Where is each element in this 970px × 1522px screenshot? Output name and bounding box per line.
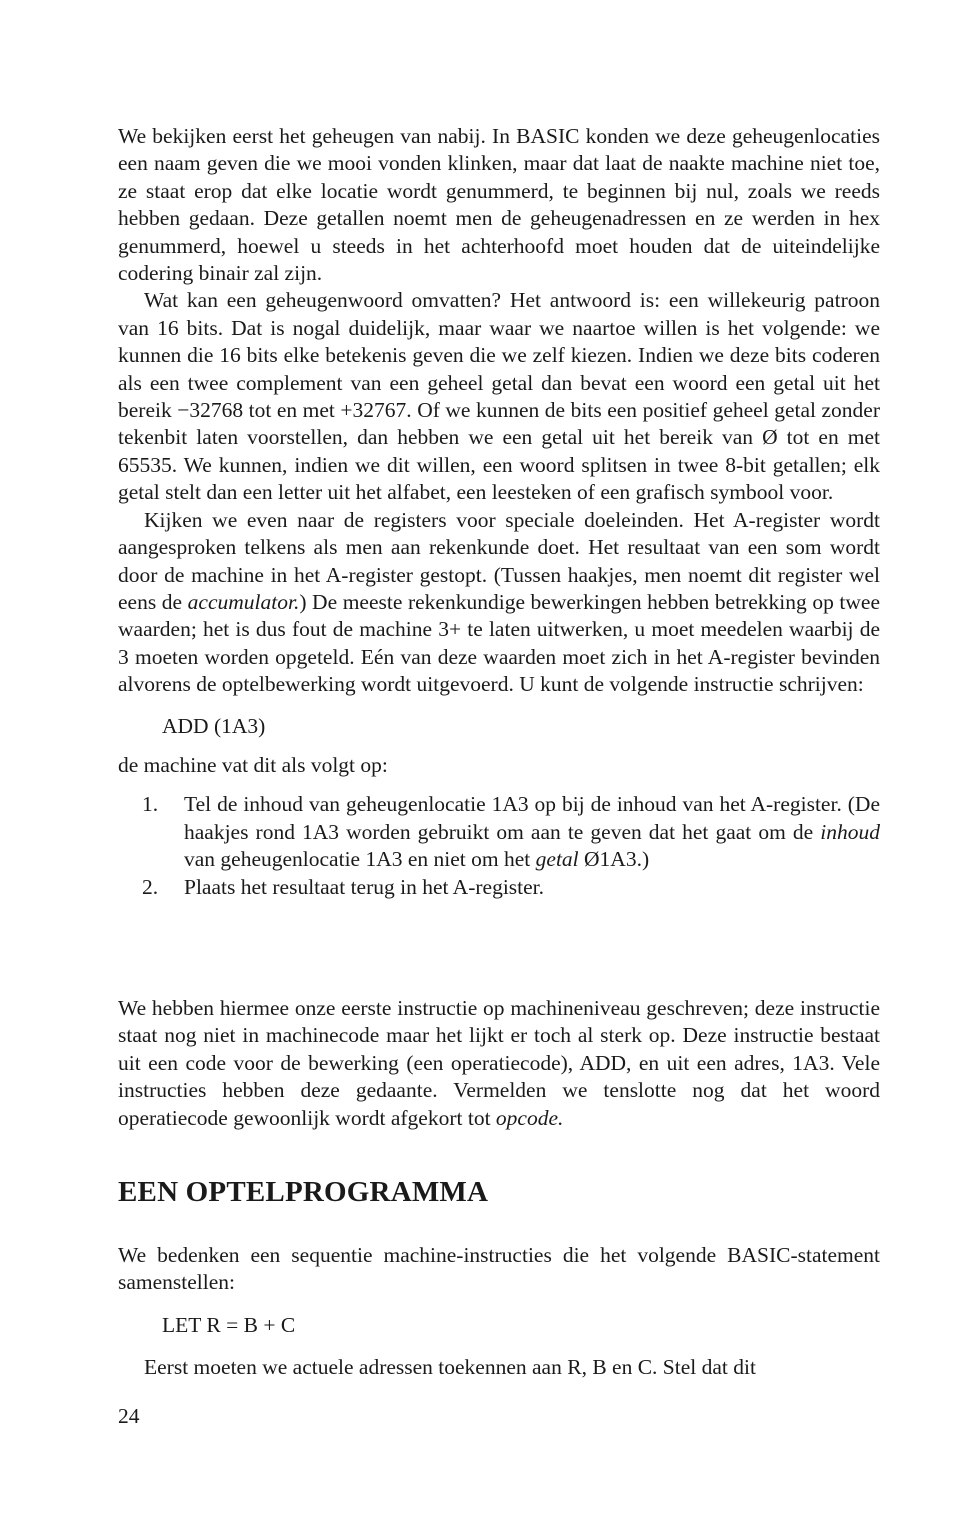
- paragraph-first-instruction-text: We hebben hiermee onze eerste instructie op machineniveau geschreven; deze instructie staat nog niet in machinecode maar het lijkt er toch al sterk op. Deze instructie bestaat uit een code voor de bewerking (een operatiecode), ADD, en uit een adres, 1A3. Vele instructies hebben deze gedaante. Vermelden we tenslotte nog dat het woord operatiecode gewoonlijk wordt afgekort tot: [118, 996, 880, 1130]
- paragraph-first-instruction: [118, 995, 880, 1132]
- paragraph-addresses: Eerst moeten we actuele adressen toekennen aan R, B en C. Stel dat dit: [144, 1355, 756, 1380]
- paragraph-registers-text-b: ) De meeste rekenkundige bewerkingen hebben betrekking op twee waarden; het is dus fout de machine 3+ te laten uitwerken, u moet meedelen waarbij de 3 moeten worden opgeteld. Eén van deze waarden moet zich in het A-register bevinden alvorens de optelbewerking wordt uitgevoerd. U kunt de volgende instructie schrijven:: [118, 589, 880, 697]
- paragraph-registers: [118, 507, 880, 699]
- paragraph-registers-text-a: Kijken we even naar de registers voor speciale doeleinden. Het A-register wordt aangesproken telkens als men aan rekenkunde doet. Het resultaat van een som wordt door de machine in het A-register gestopt. (Tussen haakjes, men noemt dit register wel eens de: [118, 507, 880, 614]
- list-item-text: Plaats het resultaat terug in het A-register.: [184, 874, 545, 899]
- body-text-bottom: [118, 1242, 880, 1382]
- body-text-top: [118, 123, 880, 901]
- term-inhoud: inhoud: [820, 819, 880, 844]
- paragraph-memory-word: Wat kan een geheugenwoord omvatten? Het antwoord is: een willekeurig patroon van 16 bits. Dat is nogal duidelijk, maar waar we naartoe willen is het volgende: we kunnen die 16 bits elke betekenis geven die we zelf kiezen. Indien we deze bits coderen als een twee complement van een geheel getal dan bevat een woord een getal uit het bereik −32768 tot en met +32767. Of we kunnen de bits een positief geheel getal zonder tekenbit laten voorstellen, dan hebben we een getal uit het bereik van Ø tot en met 65535. We kunnen, indien we dit willen, een woord splitsen in twee 8-bit getallen; elk getal stelt dan een letter uit het alfabet, een leesteken of een grafisch symbool voor.: [118, 288, 880, 505]
- list-item-text-c: Ø1A3.): [578, 847, 650, 872]
- list-item: [118, 791, 880, 873]
- term-opcode: opcode.: [495, 1105, 564, 1130]
- list-item-text-b: van geheugenlocatie 1A3 en niet om het: [184, 847, 536, 872]
- paragraph-interpretation: de machine vat dit als volgt op:: [118, 752, 388, 777]
- numbered-list: [118, 791, 880, 901]
- term-accumulator: accumulator.: [187, 589, 300, 614]
- paragraph-sequence: We bedenken een sequentie machine-instructies die het volgende BASIC-statement samenstellen:: [118, 1243, 880, 1295]
- code-let-statement: LET R = B + C: [162, 1312, 296, 1337]
- paragraph-memory-addresses: We bekijken eerst het geheugen van nabij. In BASIC konden we deze geheugenlocaties een naam geven die we mooi vonden klinken, maar dat laat de naakte machine niet toe, ze staat erop dat elke locatie wordt genummerd, te beginnen bij nul, zoals we reeds hebben gedaan. Deze getallen noemt men de geheugenadressen en ze werden in hex genummerd, hoewel u steeds in het achterhoofd moet houden dat de uiteindelijke codering binair zal zijn.: [118, 124, 880, 286]
- list-item-number: 1.: [142, 792, 159, 817]
- body-text-middle: [118, 995, 880, 1132]
- section-heading: EEN OPTELPROGRAMMA: [118, 1176, 489, 1208]
- list-item-text-a: Tel de inhoud van geheugenlocatie 1A3 op bij de inhoud van het A-register. (De haakjes rond 1A3 worden gebruikt om aan te geven dat het gaat om de: [184, 792, 880, 844]
- code-add-instruction: ADD (1A3): [162, 713, 266, 738]
- page-number: 24: [118, 1404, 140, 1428]
- list-item: [118, 874, 880, 901]
- list-item-number: 2.: [142, 874, 159, 899]
- term-getal: getal: [535, 847, 579, 872]
